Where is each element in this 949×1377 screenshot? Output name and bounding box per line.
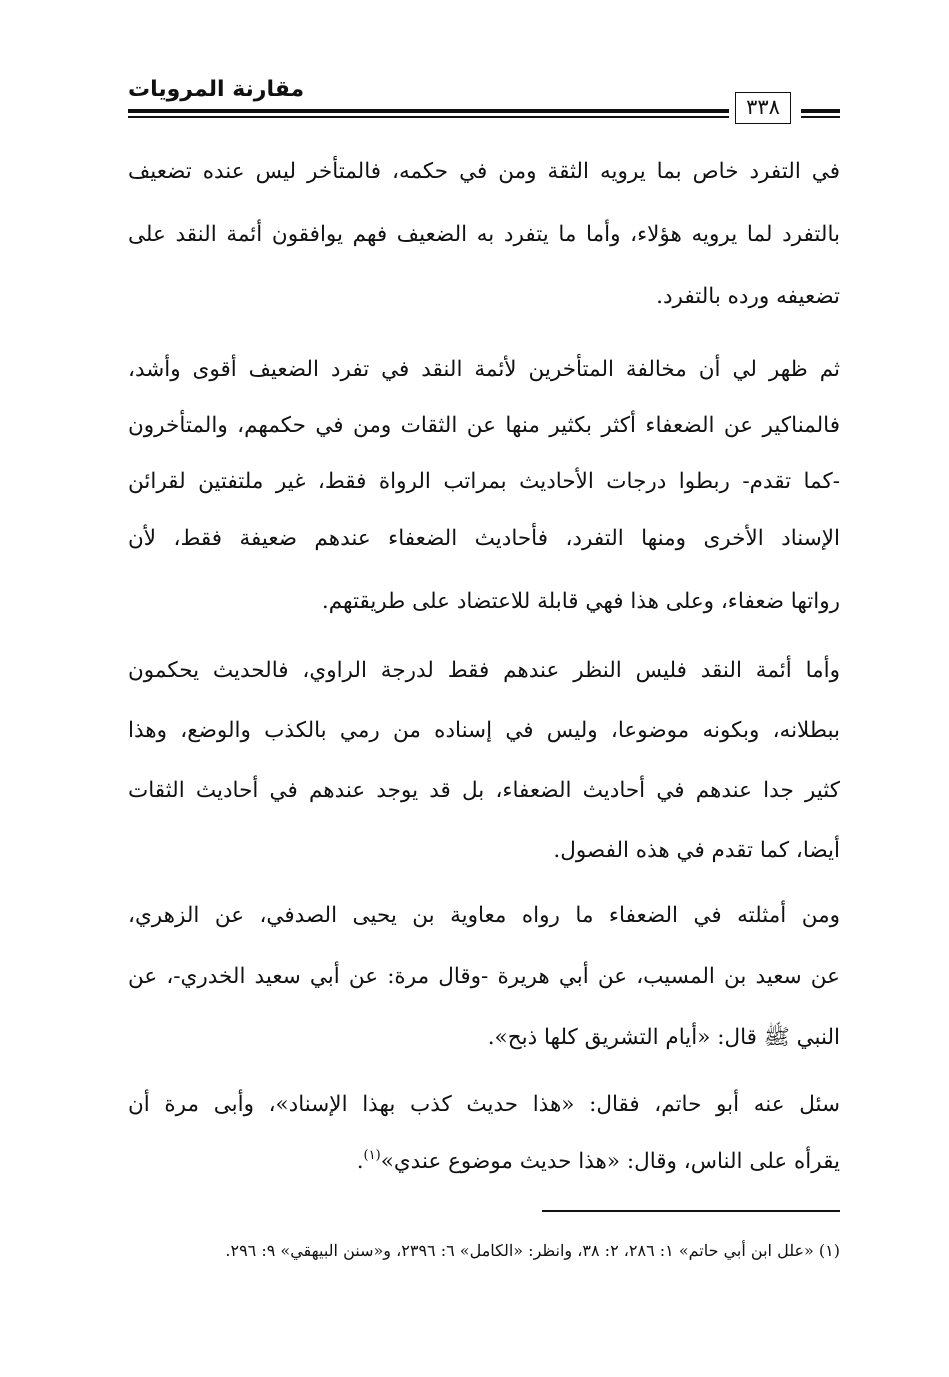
paragraph-3-line-1: وأما أئمة النقد فليس النظر عندهم فقط لدرجة الراوي، فالحديث يحكمون bbox=[128, 658, 840, 683]
paragraph-5-line-2-text: يقرأه على الناس، وقال: «هذا حديث موضوع عندي» bbox=[380, 1149, 840, 1174]
footnote-reference[interactable]: (١) bbox=[363, 1148, 381, 1163]
header-rule-thick bbox=[128, 109, 729, 113]
footnote-1: (١) «علل ابن أبي حاتم» ١: ٢٨٦، ٢: ٣٨، وانظر: «الكامل» ٦: ٢٣٩٦، و«سنن البيهقي» ٩: ٢٩٦. bbox=[225, 1241, 840, 1260]
header-rule-short-thick bbox=[801, 109, 840, 113]
paragraph-4-line-2: عن سعيد بن المسيب، عن أبي هريرة -وقال مرة: عن أبي سعيد الخدري-، عن bbox=[128, 964, 840, 989]
footnote-separator bbox=[542, 1210, 840, 1212]
header-rule-short-thin bbox=[801, 116, 840, 118]
paragraph-1-line-1: في التفرد خاص بما يرويه الثقة ومن في حكمه، فالمتأخر ليس عنده تضعيف bbox=[128, 159, 840, 184]
paragraph-5-line-1: سئل عنه أبو حاتم، فقال: «هذا حديث كذب بهذا الإسناد»، وأبى مرة أن bbox=[128, 1092, 840, 1117]
paragraph-2-line-4: الإسناد الأخرى ومنها التفرد، فأحاديث الضعفاء عندهم ضعيفة فقط، لأن bbox=[128, 526, 840, 551]
paragraph-2-line-3: -كما تقدم- ربطوا درجات الأحاديث بمراتب الرواة فقط، غير ملتفتين لقرائن bbox=[128, 469, 840, 494]
paragraph-5-line-2-closing: . bbox=[356, 1149, 364, 1174]
header-rule-thin bbox=[128, 116, 729, 118]
paragraph-5-line-2 bbox=[128, 1140, 840, 1184]
paragraph-1-line-3: تضعيفه ورده بالتفرد. bbox=[656, 284, 840, 309]
paragraph-3-line-2: ببطلانه، وبكونه موضوعا، وليس في إسناده من رمي بالكذب والوضع، وهذا bbox=[128, 718, 840, 743]
paragraph-2-line-5: رواتها ضعفاء، وعلى هذا فهي قابلة للاعتضاد على طريقتهم. bbox=[321, 589, 840, 614]
page-number: ٣٣٨ bbox=[735, 92, 791, 124]
paragraph-3-line-3: كثير جدا عندهم في أحاديث الضعفاء، بل قد يوجد عندهم في أحاديث الثقات bbox=[128, 778, 840, 803]
paragraph-1-line-2: بالتفرد لما يرويه هؤلاء، وأما ما يتفرد به الضعيف فهم يوافقون أئمة النقد على bbox=[128, 222, 840, 247]
paragraph-2-line-2: فالمناكير عن الضعفاء أكثر بكثير منها عن الثقات ومن في حكمهم، والمتأخرون bbox=[128, 413, 840, 438]
running-head-title: مقارنة المرويات bbox=[128, 77, 305, 102]
paragraph-4-line-3: النبي ﷺ قال: «أيام التشريق كلها ذبح». bbox=[487, 1025, 840, 1050]
paragraph-4-line-1: ومن أمثلته في الضعفاء ما رواه معاوية بن يحيى الصدفي، عن الزهري، bbox=[128, 903, 840, 928]
paragraph-2-line-1: ثم ظهر لي أن مخالفة المتأخرين لأئمة النقد في تفرد الضعيف أقوى وأشد، bbox=[128, 357, 840, 382]
paragraph-3-line-4: أيضا، كما تقدم في هذه الفصول. bbox=[553, 838, 840, 863]
